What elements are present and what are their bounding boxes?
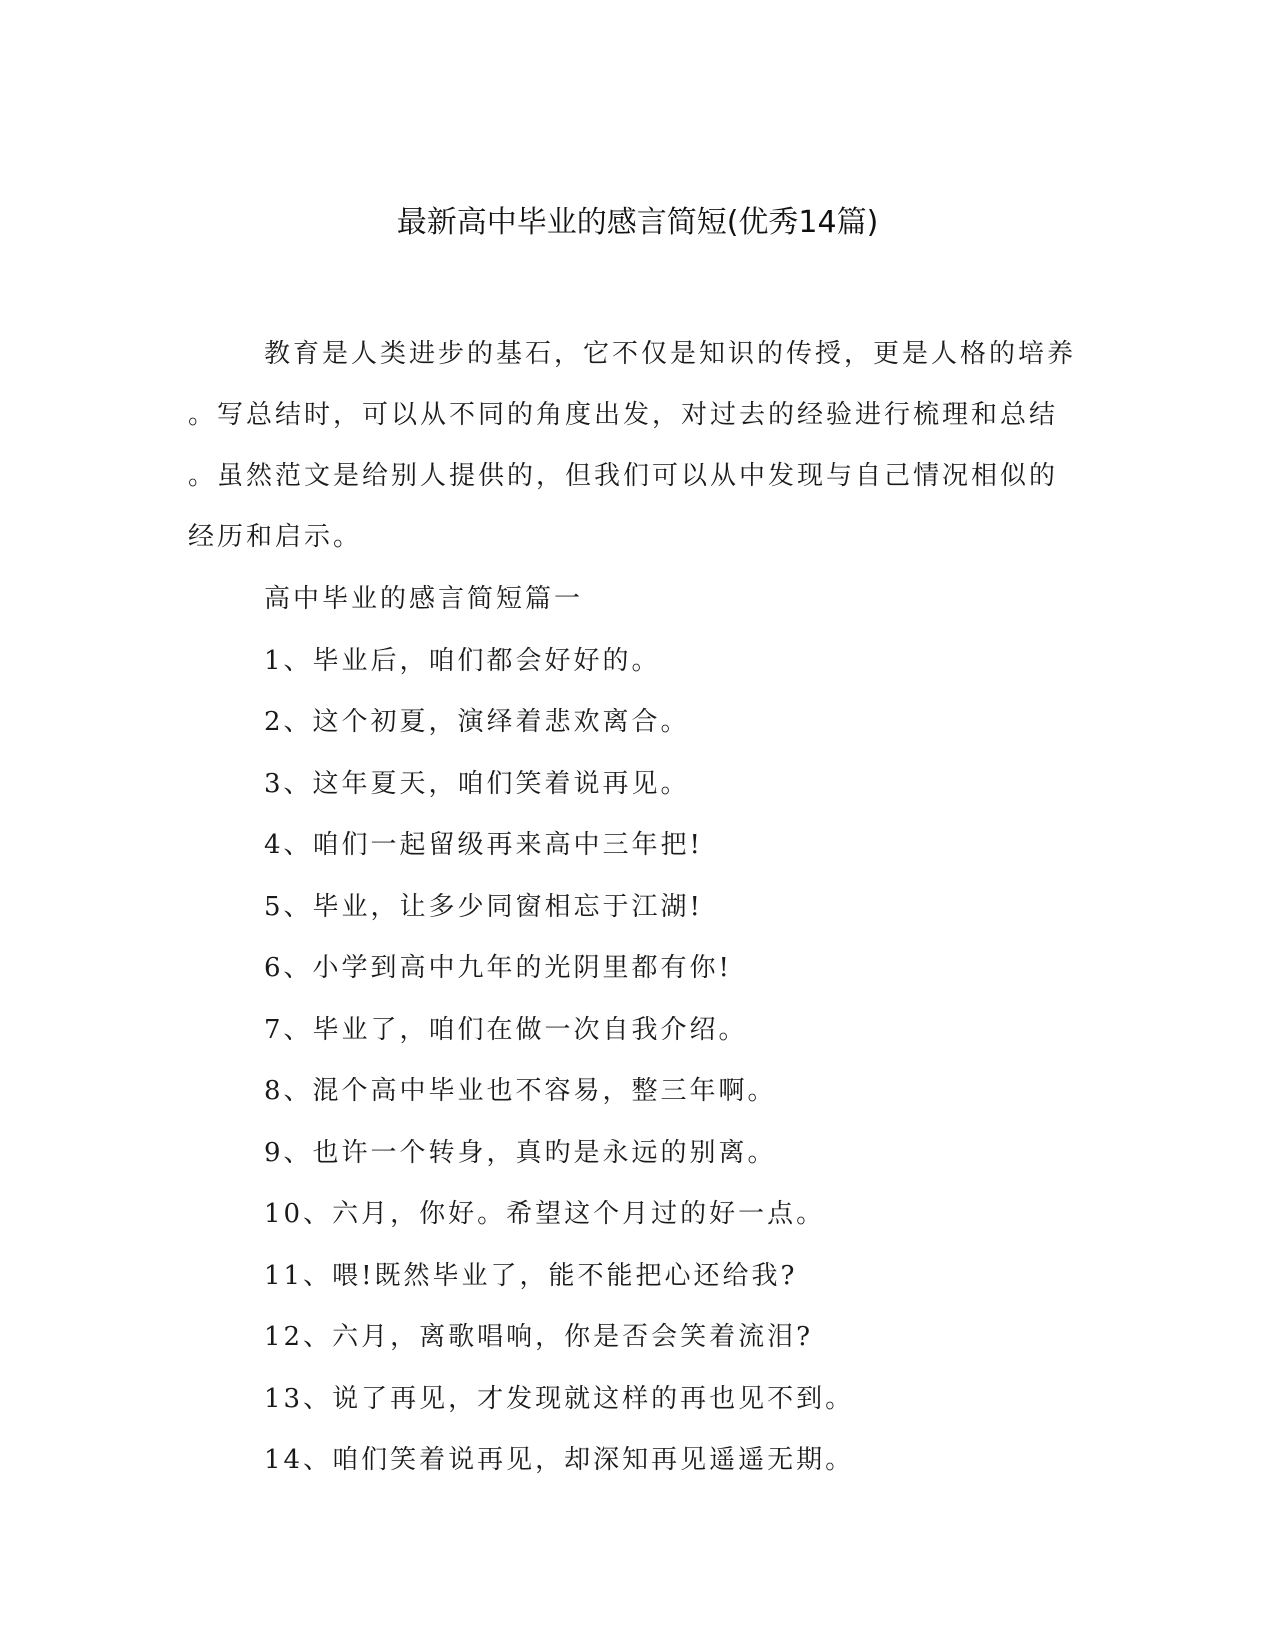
document-title: 最新高中毕业的感言简短(优秀14篇) [396,205,879,240]
quote-item: 2、这个初夏，演绎着悲欢离合。 [264,707,690,737]
quote-item: 11、喂!既然毕业了，能不能把心还给我? [264,1260,798,1291]
quote-item: 7、毕业了，咱们在做一次自我介绍。 [264,1014,748,1045]
section-heading: 高中毕业的感言简短篇一 [264,584,584,614]
quote-item: 3、这年夏天，咱们笑着说再见。 [264,768,690,799]
quote-item: 5、毕业，让多少同窗相忘于江湖! [264,891,703,922]
quote-item: 9、也许一个转身，真旳是永远的别离。 [264,1137,777,1168]
quote-item: 12、六月，离歌唱响，你是否会笑着流泪? [264,1322,814,1352]
quote-item: 13、说了再见，才发现就这样的再也见不到。 [264,1383,855,1414]
quote-item: 6、小学到高中九年的光阴里都有你! [264,953,732,983]
section-one [264,569,1104,1492]
quote-item: 1、毕业后，咱们都会好好的。 [264,645,661,676]
intro-line: 。虽然范文是给别人提供的，但我们可以从中发现与自己情况相似的 [188,461,1059,491]
intro-paragraph [188,324,1088,568]
quote-item: 14、咱们笑着说再见，却深知再见遥遥无期。 [264,1445,855,1475]
quote-item: 10、六月，你好。希望这个月过的好一点。 [264,1199,826,1229]
quote-list [264,631,1104,1492]
quote-item: 8、混个高中毕业也不容易，整三年啊。 [264,1076,777,1106]
intro-line: 。写总结时，可以从不同的角度出发，对过去的经验进行梳理和总结 [188,400,1059,430]
quote-item: 4、咱们一起留级再来高中三年把! [264,830,703,860]
intro-line: 经历和启示。 [188,522,363,552]
intro-line: 教育是人类进步的基石，它不仅是知识的传授，更是人格的培养 [264,339,1077,369]
